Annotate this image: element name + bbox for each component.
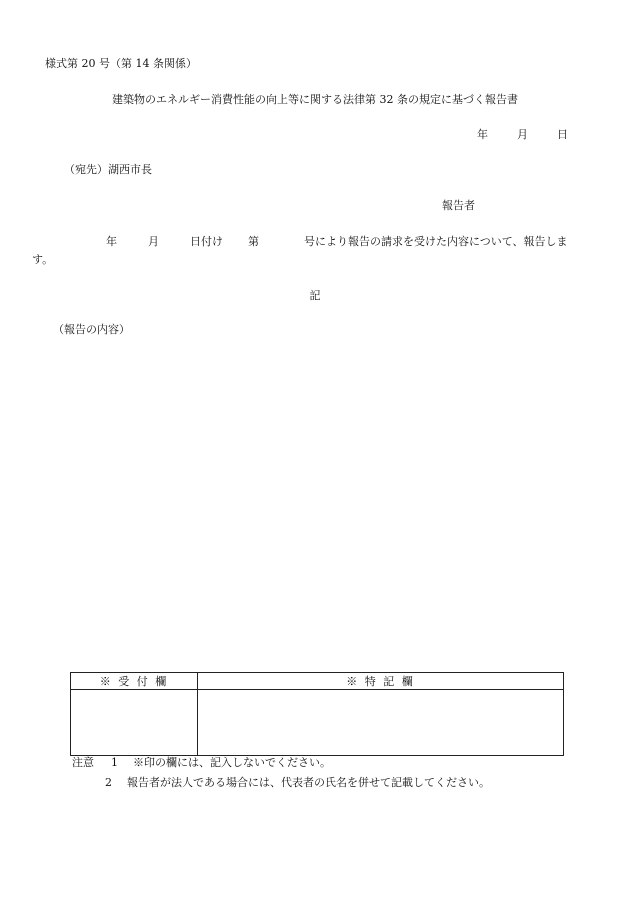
special-notes-cell [198,690,564,756]
body-day-dated: 日付け [190,235,223,248]
date-day: 日 [557,128,568,141]
body-year: 年 [106,235,117,248]
note-item-1 [72,757,331,768]
ki-heading: 記 [309,289,321,302]
note-2-number: 2 [105,776,112,789]
note-item-2 [105,777,490,788]
reception-column-header: ※ 受 付 欄 [71,673,198,690]
date-month: 月 [517,128,528,141]
document-title: 建築物のエネルギー消費性能の向上等に関する法律第 32 条の規定に基づく報告書 [112,93,518,106]
body-text-rest: 号により報告の請求を受けた内容について、報告しま [304,235,568,248]
date-year: 年 [477,128,488,141]
body-dai: 第 [248,235,259,248]
note-1-text: ※印の欄には、記入しないでください。 [133,756,331,769]
content-label: （報告の内容） [53,323,130,336]
notes-label: 注意 [72,756,94,769]
office-use-table [70,672,564,756]
body-text-line2: す。 [32,253,54,266]
special-notes-column-header: ※ 特 記 欄 [198,673,564,690]
body-text [106,236,568,247]
note-1-number: 1 [111,756,118,769]
reception-cell [71,690,198,756]
body-month: 月 [148,235,159,248]
reporter-label: 報告者 [442,199,475,212]
addressee: （宛先）湖西市長 [64,163,152,176]
report-date [477,129,568,140]
form-number: 様式第 20 号（第 14 条関係） [45,57,197,70]
note-2-text: 報告者が法人である場合には、代表者の氏名を併せて記載してください。 [127,776,490,789]
